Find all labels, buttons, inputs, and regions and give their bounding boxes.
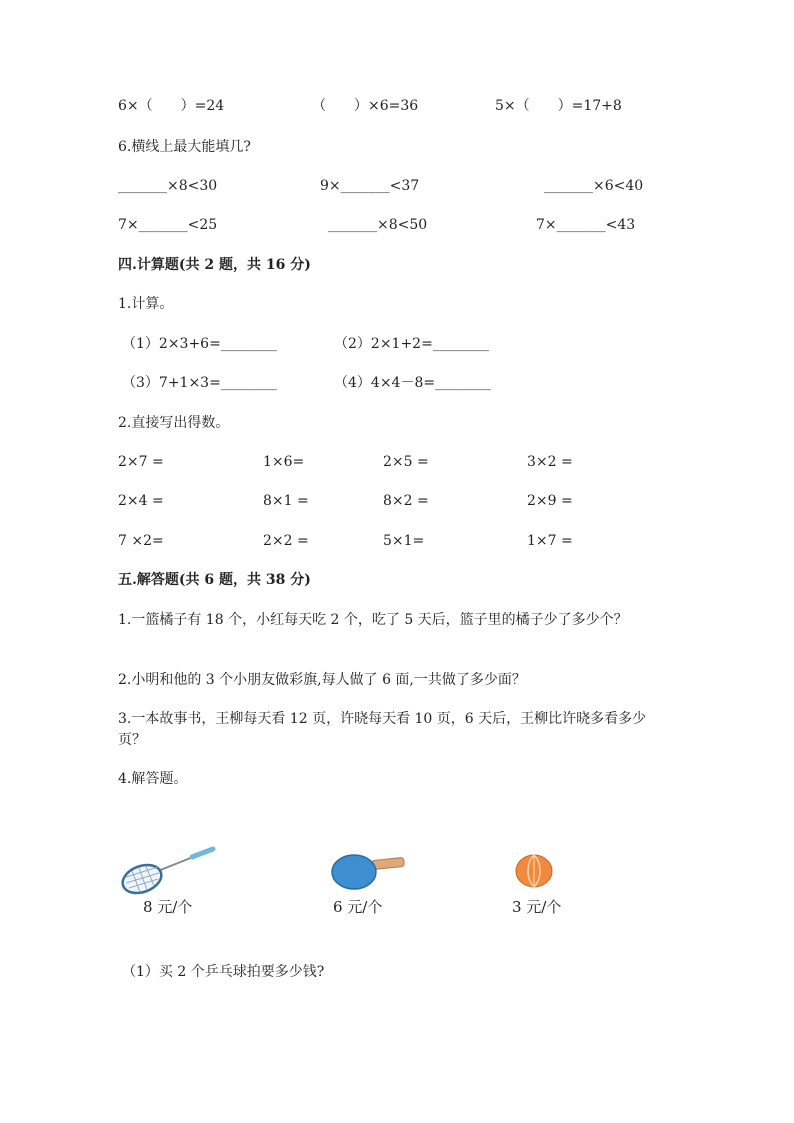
section4-title: 四.计算题(共 2 题，共 16 分) bbox=[118, 257, 311, 273]
badminton-racket-icon bbox=[118, 845, 218, 897]
section5-q4-title: 4.解答题。 bbox=[118, 771, 188, 787]
section5-q2: 2.小明和他的 3 个小朋友做彩旗,每人做了 6 面,一共做了多少面？ bbox=[118, 672, 526, 688]
ping-pong-paddle-icon bbox=[330, 850, 410, 894]
mental-math-cell: 3×2 = bbox=[527, 454, 573, 470]
calc-item-2: （2）2×1+2=________ bbox=[334, 336, 489, 352]
section4-q1-title: 1.计算。 bbox=[118, 296, 174, 312]
section5-q4-sub1: （1）买 2 个乒乓球拍要多少钱? bbox=[122, 964, 325, 980]
fill-blank-2: （ ）×6=36 bbox=[312, 98, 419, 114]
q6-title: 6.横线上最大能填几? bbox=[118, 139, 251, 155]
q6-item-2: 9×_______<37 bbox=[320, 178, 420, 194]
mental-math-cell: 2×4 = bbox=[118, 493, 164, 509]
mental-math-cell: 8×2 = bbox=[383, 493, 429, 509]
mental-math-cell: 2×7 = bbox=[118, 454, 164, 470]
calc-item-4: （4）4×4－8=________ bbox=[334, 375, 492, 391]
mental-math-cell: 5×1= bbox=[383, 533, 425, 549]
mental-math-cell: 1×6= bbox=[263, 454, 305, 470]
paddle-price: 6 元/个 bbox=[333, 898, 383, 916]
q6-item-6: 7×_______<43 bbox=[536, 217, 636, 233]
q6-item-3: _______×6<40 bbox=[544, 178, 644, 194]
mental-math-cell: 2×9 = bbox=[527, 493, 573, 509]
racket-price: 8 元/个 bbox=[143, 898, 193, 916]
q6-item-1: _______×8<30 bbox=[118, 178, 218, 194]
q6-item-5: _______×8<50 bbox=[328, 217, 428, 233]
section5-q3: 3.一本故事书，王柳每天看 12 页，许晓每天看 10 页，6 天后，王柳比许晓多看多少页？ bbox=[118, 711, 647, 748]
fill-blank-1: 6×（ ）=24 bbox=[118, 98, 225, 114]
mental-math-cell: 1×7 = bbox=[527, 533, 573, 549]
mental-math-cell: 7 ×2= bbox=[118, 533, 164, 549]
section4-q2-title: 2.直接写出得数。 bbox=[118, 415, 230, 431]
ball-price: 3 元/个 bbox=[512, 898, 562, 916]
calc-item-3: （3）7+1×3=________ bbox=[122, 375, 277, 391]
mental-math-cell: 2×5 = bbox=[383, 454, 429, 470]
ball-icon bbox=[514, 853, 554, 889]
section5-title: 五.解答题(共 6 题，共 38 分) bbox=[118, 572, 311, 588]
mental-math-cell: 8×1 = bbox=[263, 493, 309, 509]
section5-q1: 1.一篮橘子有 18 个，小红每天吃 2 个，吃了 5 天后，篮子里的橘子少了多少个？ bbox=[118, 612, 628, 628]
calc-item-1: （1）2×3+6=________ bbox=[122, 336, 277, 352]
q6-item-4: 7×_______<25 bbox=[118, 217, 218, 233]
mental-math-cell: 2×2 = bbox=[263, 533, 309, 549]
fill-blank-3: 5×（ ）=17+8 bbox=[495, 98, 622, 114]
